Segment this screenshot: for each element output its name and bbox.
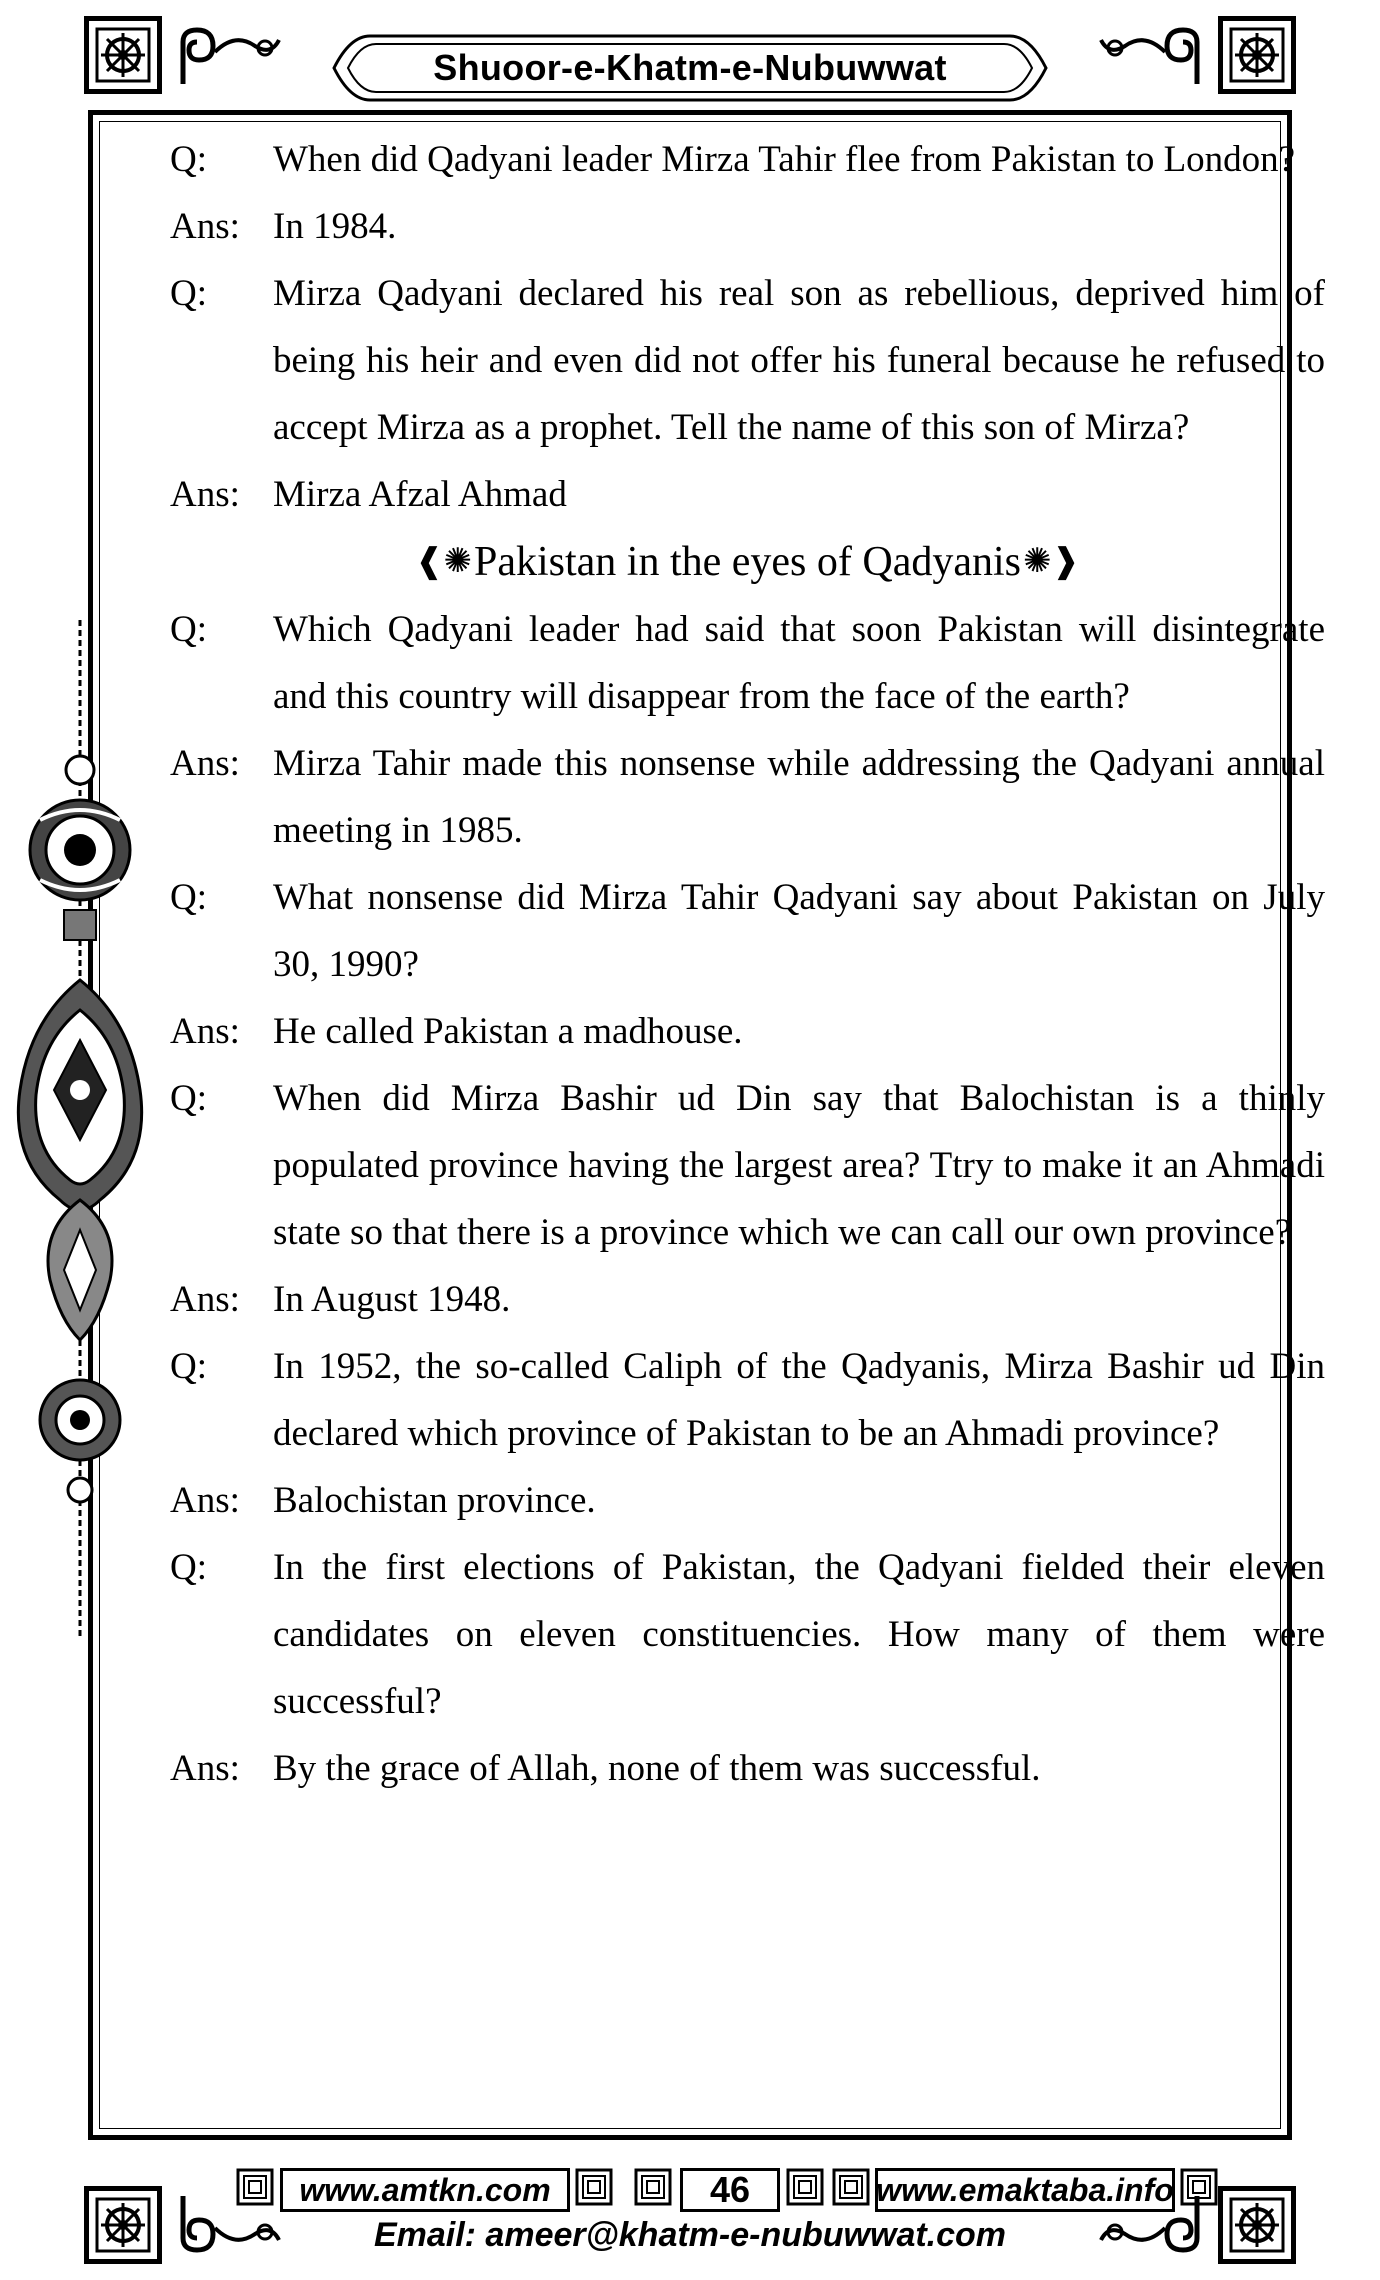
answer-text: In 1984. — [273, 206, 397, 247]
question-text: In 1952, the so-called Caliph of the Qadyanis, Mirza Bashir ud Din declared which province of Pakistan to be an Ahmadi province? — [273, 1346, 1325, 1454]
contact-email[interactable]: Email: ameer@khatm-e-nubuwwat.com — [373, 2216, 1007, 2254]
question-text: In the first elections of Pakistan, the Qadyani fielded their eleven candidates on eleven constituencies. How many of them were successful? — [273, 1547, 1325, 1722]
qa-item — [170, 1065, 1325, 1266]
qa-item — [170, 998, 1325, 1065]
qa-item — [170, 126, 1325, 193]
answer-text: In August 1948. — [273, 1279, 511, 1320]
qa-item — [170, 730, 1325, 864]
answer-label: Ans: — [170, 1011, 240, 1052]
answer-label: Ans: — [170, 1748, 240, 1789]
answer-label: Ans: — [170, 743, 240, 784]
qa-item — [170, 193, 1325, 260]
qa-item — [170, 1266, 1325, 1333]
question-text: When did Qadyani leader Mirza Tahir flee from Pakistan to London? — [273, 139, 1296, 180]
bracket-ornament-icon: ✺❱ — [1023, 543, 1080, 580]
page-number: 46 — [680, 2168, 780, 2212]
answer-text: Mirza Tahir made this nonsense while addressing the Qadyani annual meeting in 1985. — [273, 743, 1325, 851]
question-label: Q: — [170, 877, 207, 918]
question-text: Mirza Qadyani declared his real son as rebellious, deprived him of being his heir and even did not offer his funeral because he refused to accept Mirza as a prophet. Tell the name of this son of Mirza? — [273, 273, 1325, 448]
website-link[interactable]: www.amtkn.com — [280, 2168, 570, 2212]
corner-ornament-icon — [1218, 16, 1296, 94]
knot-ornament-icon — [786, 2168, 824, 2206]
qa-item — [170, 1534, 1325, 1735]
question-label: Q: — [170, 609, 207, 650]
qa-content — [170, 126, 1325, 1802]
qa-item — [170, 1735, 1325, 1802]
question-label: Q: — [170, 1547, 207, 1588]
answer-text: Balochistan province. — [273, 1480, 596, 1521]
qa-item — [170, 596, 1325, 730]
question-text: Which Qadyani leader had said that soon Pakistan will disintegrate and this country will disappear from the face of the earth? — [273, 609, 1325, 717]
answer-label: Ans: — [170, 1480, 240, 1521]
website-link[interactable]: www.emaktaba.info — [875, 2168, 1175, 2212]
scroll-ornament-icon — [175, 22, 285, 92]
qa-item — [170, 260, 1325, 461]
answer-label: Ans: — [170, 1279, 240, 1320]
section-heading-text: Pakistan in the eyes of Qadyanis — [473, 539, 1022, 585]
answer-label: Ans: — [170, 206, 240, 247]
question-label: Q: — [170, 1078, 207, 1119]
section-heading — [170, 528, 1325, 596]
question-label: Q: — [170, 139, 207, 180]
qa-item — [170, 461, 1325, 528]
qa-item — [170, 1467, 1325, 1534]
bracket-ornament-icon: ❰✺ — [414, 543, 472, 580]
knot-ornament-icon — [1180, 2168, 1218, 2206]
header-banner — [330, 32, 1050, 104]
answer-text: Mirza Afzal Ahmad — [273, 474, 567, 515]
corner-ornament-icon — [84, 16, 162, 94]
question-label: Q: — [170, 273, 207, 314]
knot-ornament-icon — [634, 2168, 672, 2206]
knot-ornament-icon — [236, 2168, 274, 2206]
question-label: Q: — [170, 1346, 207, 1387]
answer-label: Ans: — [170, 474, 240, 515]
answer-text: He called Pakistan a madhouse. — [273, 1011, 743, 1052]
question-text: What nonsense did Mirza Tahir Qadyani say about Pakistan on July 30, 1990? — [273, 877, 1325, 985]
knot-ornament-icon — [575, 2168, 613, 2206]
qa-item — [170, 864, 1325, 998]
footer — [0, 2168, 1380, 2218]
qa-item — [170, 1333, 1325, 1467]
answer-text: By the grace of Allah, none of them was successful. — [273, 1748, 1041, 1789]
knot-ornament-icon — [832, 2168, 870, 2206]
page-title: Shuoor-e-Khatm-e-Nubuwwat — [433, 47, 947, 88]
medallion-ornament-icon — [10, 620, 150, 1640]
question-text: When did Mirza Bashir ud Din say that Balochistan is a thinly populated province having the largest area? Ttry to make it an Ahmadi state so that there is a province which we can call our own province? — [273, 1078, 1325, 1253]
scroll-ornament-icon — [1095, 22, 1205, 92]
